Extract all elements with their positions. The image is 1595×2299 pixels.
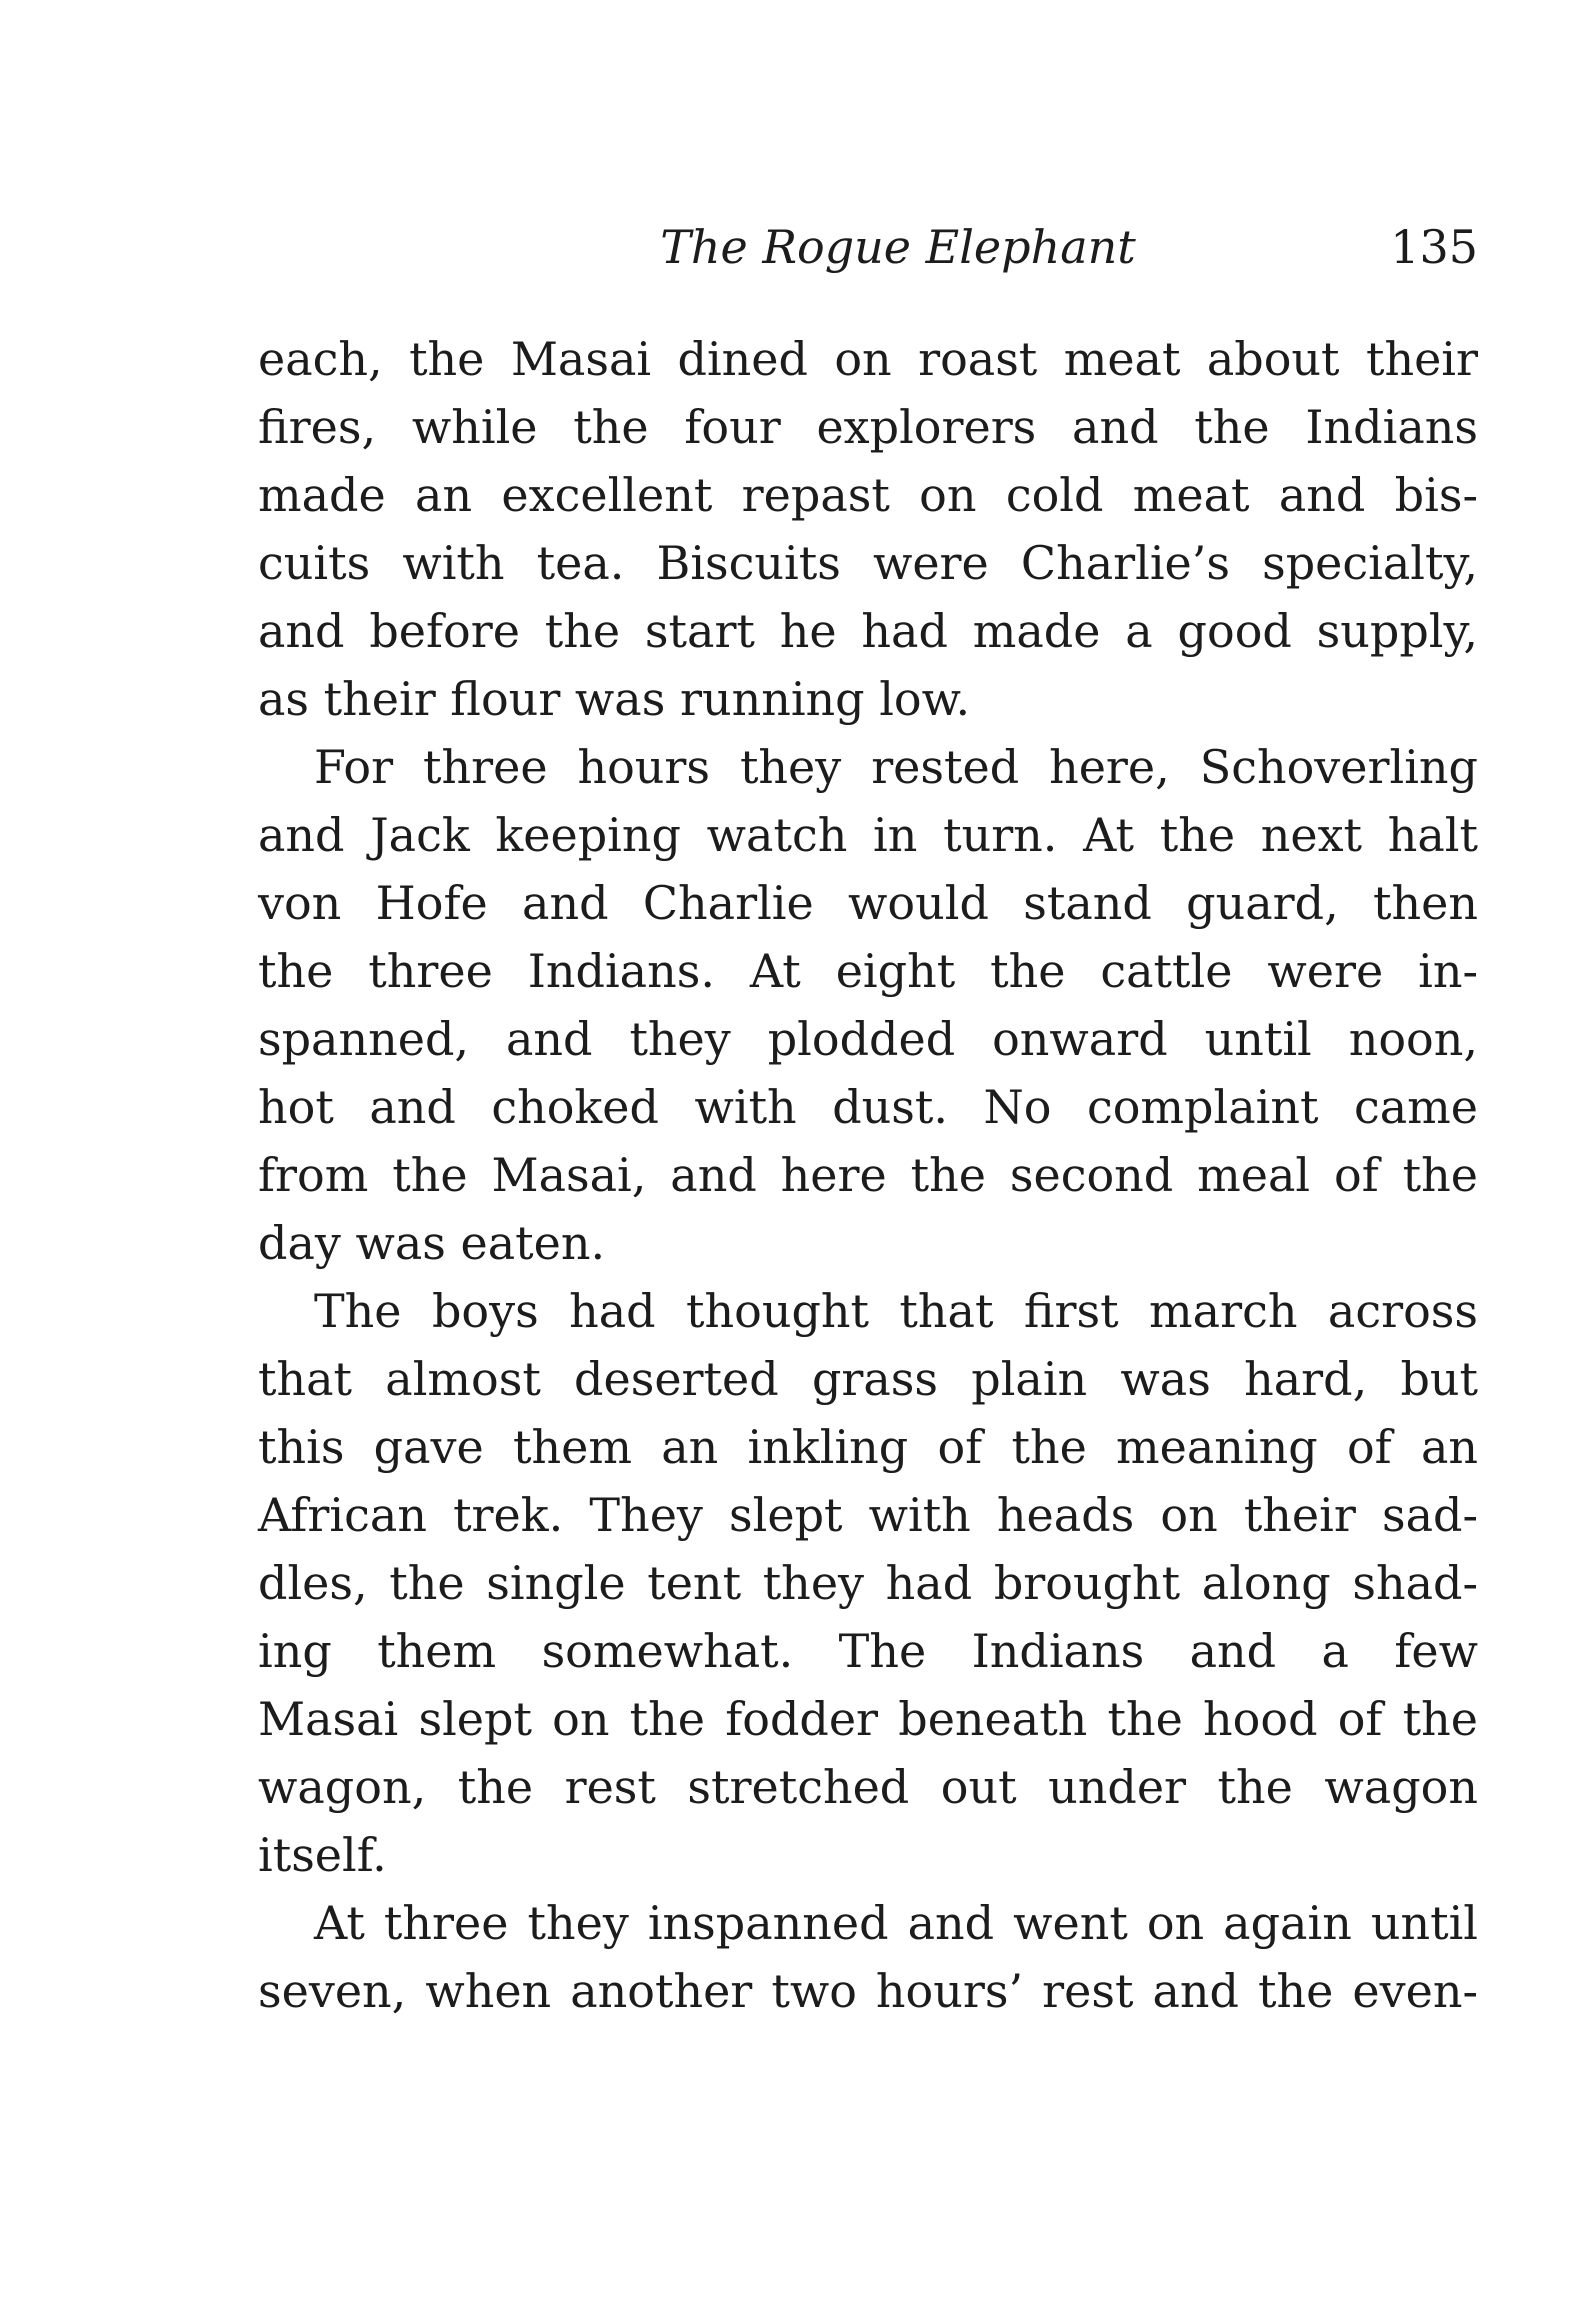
text-line: seven, when another two hours’ rest and the even- [258,1964,1478,2018]
paragraph [258,1277,1478,1889]
text-line: and Jack keeping watch in turn. At the next halt [258,808,1478,862]
text-line: ing them somewhat. The Indians and a few [258,1624,1478,1678]
text-line: For three hours they rested here, Schoverling [314,740,1478,794]
text-line: as their flour was running low. [258,672,971,726]
paragraph [258,325,1478,733]
text-line: hot and choked with dust. No complaint came [258,1080,1478,1134]
text-line: The boys had thought that first march across [314,1284,1478,1338]
page-number: 135 [1390,220,1478,274]
text-line: cuits with tea. Biscuits were Charlie’s specialty, [258,536,1478,590]
text-line: African trek. They slept with heads on their sad- [258,1488,1478,1542]
paragraph [258,1889,1478,2025]
text-line: made an excellent repast on cold meat and bis- [258,468,1478,522]
text-line: fires, while the four explorers and the Indians [258,400,1478,454]
text-line: spanned, and they plodded onward until noon, [258,1012,1478,1066]
body-text [258,325,1478,2025]
text-line: dles, the single tent they had brought along shad- [258,1556,1478,1610]
text-line: this gave them an inkling of the meaning of an [258,1420,1478,1474]
text-line: each, the Masai dined on roast meat about their [258,332,1478,386]
text-line: the three Indians. At eight the cattle were in- [258,944,1478,998]
text-line: that almost deserted grass plain was hard, but [258,1352,1478,1406]
running-title: The Rogue Elephant [660,220,1136,274]
text-line: from the Masai, and here the second meal of the [258,1148,1478,1202]
running-head [258,212,1478,282]
text-line: and before the start he had made a good supply, [258,604,1478,658]
text-line: wagon, the rest stretched out under the wagon [258,1760,1478,1814]
text-line: At three they inspanned and went on again until [314,1896,1478,1950]
text-line: Masai slept on the fodder beneath the hood of the [258,1692,1478,1746]
paragraph [258,733,1478,1277]
text-line: von Hofe and Charlie would stand guard, then [258,876,1478,930]
text-line: itself. [258,1828,387,1882]
text-line: day was eaten. [258,1216,606,1270]
